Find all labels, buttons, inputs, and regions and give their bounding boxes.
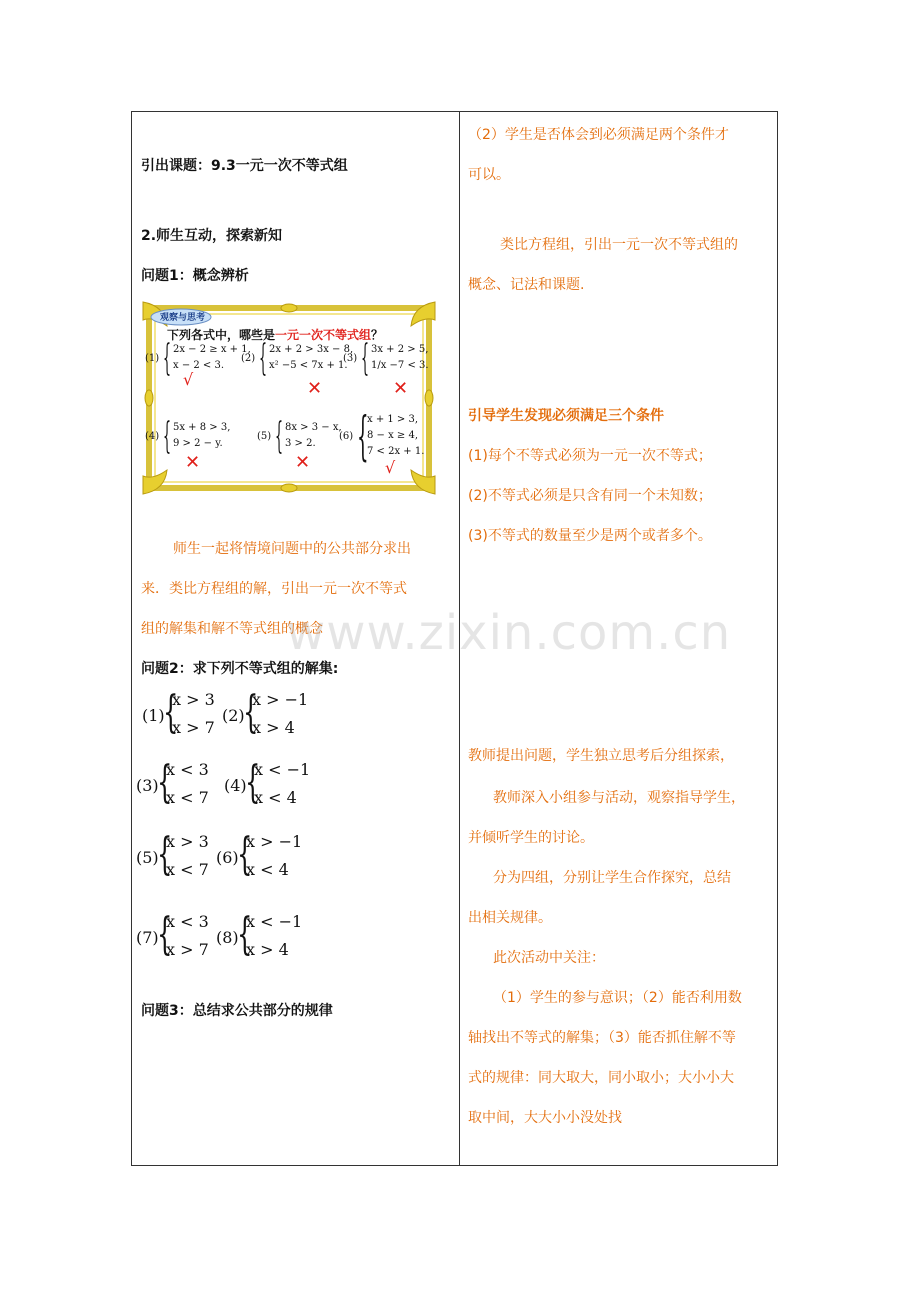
slide-item-line: x² −5 < 7x + 1. [269, 360, 348, 371]
right-p8-line-3: 式的规律：同大取大，同小取小；大小小大 [468, 1070, 734, 1086]
system-line-1: x < 3 [166, 912, 209, 931]
system-line-2: x > 7 [172, 718, 215, 737]
right-p8-line-4: 取中间，大大小小没处找 [468, 1110, 622, 1126]
slide-item-number: (2) [241, 353, 256, 364]
slide-question: 下列各式中，哪些是一元一次不等式组？ [167, 328, 384, 342]
cross-mark-icon: ✕ [295, 452, 311, 473]
paragraph-1-line-1: 师生一起将情境问题中的公共部分求出 [173, 541, 411, 557]
brace-icon: { [237, 909, 253, 960]
slide-item-number: (5) [257, 431, 272, 442]
question-3: 问题3：总结求公共部分的规律 [141, 1003, 333, 1019]
right-p6-line-1: 分为四组，分别让学生合作探究，总结 [493, 870, 731, 886]
right-p7: 此次活动中关注： [493, 950, 605, 966]
system-line-2: x > 4 [246, 940, 289, 959]
system-number: (2) [222, 706, 245, 725]
paragraph-1-line-3: 组的解集和解不等式组的概念 [141, 621, 323, 637]
right-p5-line-1: 教师深入小组参与活动，观察指导学生， [493, 790, 745, 806]
system-line-2: x < 4 [254, 788, 297, 807]
slide-item-number: (3) [343, 353, 358, 364]
system-number: (5) [136, 848, 159, 867]
slide-badge: 观察与思考 [160, 313, 206, 323]
system-number: (6) [216, 848, 239, 867]
intro-heading: 引出课题：9.3一元一次不等式组 [141, 158, 348, 174]
system-line-2: x < 4 [246, 860, 289, 879]
system-line-2: x < 7 [166, 860, 209, 879]
brace-icon: { [157, 909, 173, 960]
right-p1-line-2: 可以。 [468, 167, 510, 183]
check-mark-icon: √ [385, 458, 396, 477]
system-number: (3) [136, 776, 159, 795]
right-p8-line-1: （1）学生的参与意识；（2）能否利用数 [493, 990, 742, 1006]
system-line-1: x > −1 [252, 690, 309, 709]
brace-icon: { [157, 757, 173, 808]
system-line-1: x > 3 [166, 832, 209, 851]
right-p3-title: 引导学生发现必须满足三个条件 [468, 408, 664, 424]
brace-icon: { [357, 407, 369, 467]
right-p3-item-3: (3)不等式的数量至少是两个或者多个。 [468, 528, 712, 544]
question-2: 问题2：求下列不等式组的解集: [141, 661, 339, 677]
slide-item-line: 3x + 2 > 5, [371, 344, 429, 355]
brace-icon: { [163, 687, 179, 738]
slide-item-line: 7 < 2x + 1. [367, 446, 425, 457]
system-number: (7) [136, 928, 159, 947]
system-number: (8) [216, 928, 239, 947]
brace-icon: { [361, 338, 370, 379]
brace-icon: { [275, 416, 284, 457]
right-p8-line-2: 轴找出不等式的解集；（3）能否抓住解不等 [468, 1030, 736, 1046]
watermark: www.zixin.com.cn [286, 605, 732, 661]
brace-icon: { [259, 338, 268, 379]
slide-item-line: 9 > 2 − y. [173, 438, 223, 449]
system-line-2: x > 7 [166, 940, 209, 959]
right-p3-item-2: (2)不等式必须是只含有同一个未知数； [468, 488, 712, 504]
slide-image [141, 300, 437, 496]
slide-item-line: 5x + 8 > 3, [173, 422, 231, 433]
slide-item-line: 2x − 2 ≥ x + 1, [173, 344, 251, 355]
system-number: (4) [224, 776, 247, 795]
slide-item-line: 8 − x ≥ 4, [367, 430, 419, 441]
cross-mark-icon: ✕ [307, 378, 323, 399]
slide-item-line: x + 1 > 3, [367, 414, 419, 425]
cross-mark-icon: ✕ [393, 378, 409, 399]
system-line-1: x < −1 [246, 912, 303, 931]
slide-item-line: 1/x −7 < 3. [371, 360, 429, 371]
system-line-1: x < 3 [166, 760, 209, 779]
brace-icon: { [157, 829, 173, 880]
system-line-2: x > 4 [252, 718, 295, 737]
right-p1-line-1: （2）学生是否体会到必须满足两个条件才 [468, 127, 729, 143]
right-p5-line-2: 并倾听学生的讨论。 [468, 830, 594, 846]
right-p6-line-2: 出相关规律。 [468, 910, 552, 926]
right-p4: 教师提出问题，学生独立思考后分组探索， [468, 748, 734, 764]
paragraph-1-line-2: 来．类比方程组的解，引出一元一次不等式 [141, 581, 407, 597]
system-line-1: x > −1 [246, 832, 303, 851]
system-number: (1) [142, 706, 165, 725]
brace-icon: { [163, 416, 172, 457]
right-p2-line-1: 类比方程组，引出一元一次不等式组的 [500, 237, 738, 253]
brace-icon: { [245, 757, 261, 808]
check-mark-icon: √ [183, 370, 194, 389]
slide-item-number: (4) [145, 431, 160, 442]
section-heading: 2.师生互动，探索新知 [141, 228, 283, 244]
right-p2-line-2: 概念、记法和课题. [468, 277, 585, 293]
system-line-1: x < −1 [254, 760, 311, 779]
brace-icon: { [243, 687, 259, 738]
slide-item-number: (1) [145, 353, 160, 364]
system-line-2: x < 7 [166, 788, 209, 807]
system-line-1: x > 3 [172, 690, 215, 709]
cross-mark-icon: ✕ [185, 452, 201, 473]
slide-item-line: 8x > 3 − x, [285, 422, 342, 433]
slide-item-number: (6) [339, 431, 354, 442]
brace-icon: { [237, 829, 253, 880]
question-1: 问题1：概念辨析 [141, 268, 249, 284]
right-p3-item-1: (1)每个不等式必须为一元一次不等式； [468, 448, 712, 464]
brace-icon: { [163, 338, 172, 379]
slide-item-line: 2x + 2 > 3x − 8, [269, 344, 354, 355]
slide-item-line: x − 2 < 3. [173, 360, 225, 371]
slide-item-line: 3 > 2. [285, 438, 316, 449]
